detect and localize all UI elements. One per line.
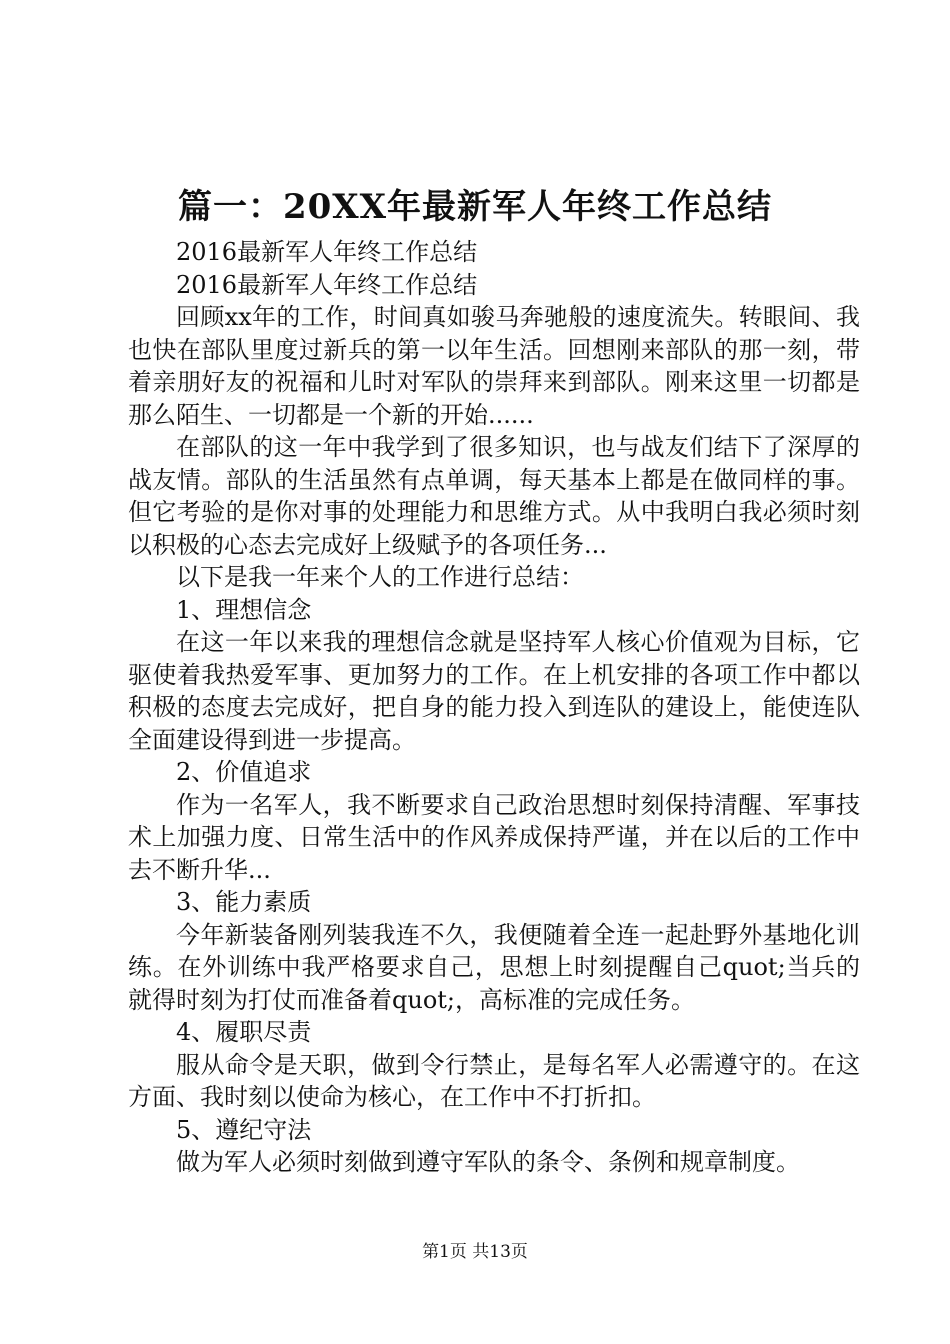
body-paragraph: 作为一名军人，我不断要求自己政治思想时刻保持清醒、军事技术上加强力度、日常生活中的作风养成保持严谨，并在以后的工作中去不断升华...	[128, 790, 860, 884]
body-paragraph: 回顾xx年的工作，时间真如骏马奔驰般的速度流失。转眼间、我也快在部队里度过新兵的第一以年生活。回想刚来部队的那一刻，带着亲朋好友的祝福和儿时对军队的崇拜来到部队。刚来这里一切都是那么陌生、一切都是一个新的开始......	[128, 303, 860, 429]
section-heading: 4、履职尽责	[176, 1018, 312, 1046]
body-paragraph: 今年新装备刚列装我连不久，我便随着全连一起赴野外基地化训练。在外训练中我严格要求自己，思想上时刻提醒自己quot;当兵的就得时刻为打仗而准备着quot;，高标准的完成任务。	[128, 920, 860, 1014]
body-paragraph: 服从命令是天职，做到令行禁止，是每名军人必需遵守的。在这方面、我时刻以使命为核心，在工作中不打折扣。	[128, 1050, 860, 1111]
section-heading: 2、价值追求	[176, 758, 312, 786]
body-paragraph: 2016最新军人年终工作总结	[176, 238, 478, 266]
document-body	[128, 236, 860, 1179]
body-paragraph: 在部队的这一年中我学到了很多知识，也与战友们结下了深厚的战友情。部队的生活虽然有点单调，每天基本上都是在做同样的事。但它考验的是你对事的处理能力和思维方式。从中我明白我必须时刻以积极的心态去完成好上级赋予的各项任务...	[128, 433, 860, 559]
body-paragraph: 做为军人必须时刻做到遵守军队的条令、条例和规章制度。	[176, 1148, 800, 1176]
body-paragraph: 2016最新军人年终工作总结	[176, 270, 478, 299]
document-title: 篇一：20XX年最新军人年终工作总结	[177, 187, 773, 227]
section-heading: 1、理想信念	[176, 595, 312, 624]
section-heading: 3、能力素质	[176, 888, 312, 916]
page-number-footer: 第1页 共13页	[422, 1242, 528, 1262]
body-paragraph: 以下是我一年来个人的工作进行总结：	[176, 563, 584, 591]
body-paragraph: 在这一年以来我的理想信念就是坚持军人核心价值观为目标，它驱使着我热爱军事、更加努力的工作。在上机安排的各项工作中都以积极的态度去完成好，把自身的能力投入到连队的建设上，能使连队全面建设得到进一步提高。	[128, 628, 860, 754]
section-heading: 5、遵纪守法	[176, 1115, 312, 1144]
